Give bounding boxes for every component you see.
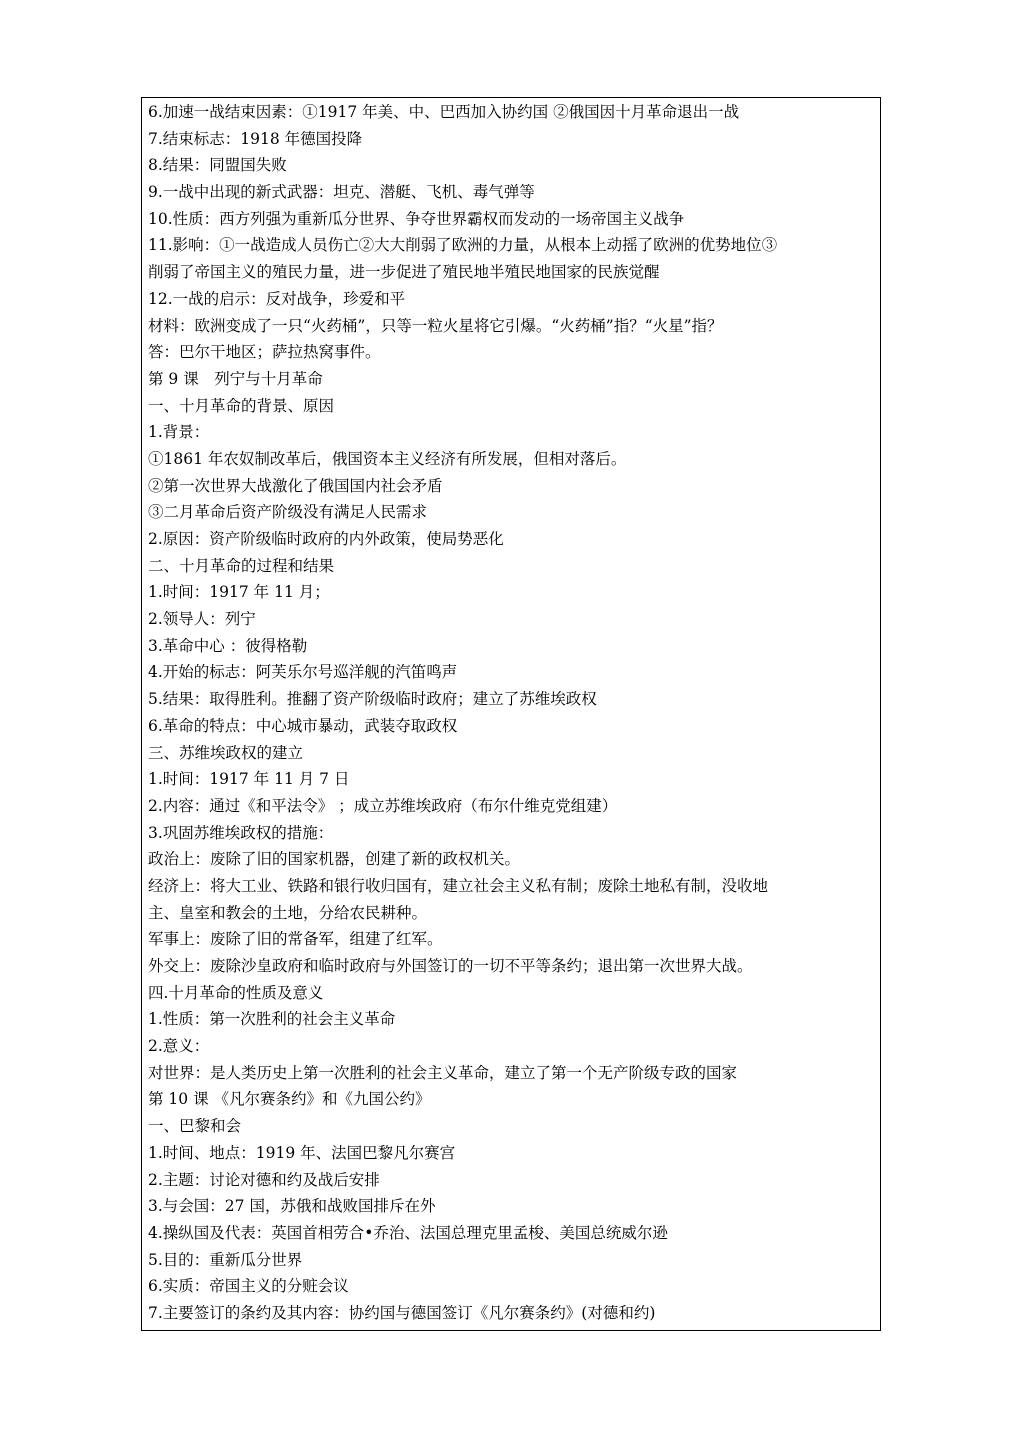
text-line: 10.性质：西方列强为重新瓜分世界、争夺世界霸权而发动的一场帝国主义战争	[148, 209, 685, 228]
text-line: 7.结束标志：1918 年德国投降	[148, 129, 363, 148]
text-line: 6.实质：帝国主义的分赃会议	[148, 1277, 349, 1296]
text-line: 3.与会国：27 国，苏俄和战败国排斥在外	[148, 1197, 436, 1216]
section-heading: 四.十月革命的性质及意义	[148, 983, 324, 1002]
text-line: 2.主题：讨论对德和约及战后安排	[148, 1170, 380, 1189]
section-heading: 一、巴黎和会	[148, 1117, 242, 1136]
text-line: 6.革命的特点：中心城市暴动，武装夺取政权	[148, 716, 458, 735]
section-heading: 二、十月革命的过程和结果	[148, 556, 335, 575]
text-line: 外交上：废除沙皇政府和临时政府与外国签订的一切不平等条约；退出第一次世界大战。	[148, 957, 753, 975]
section-heading: 一、十月革命的背景、原因	[148, 396, 335, 415]
text-line: 11.影响：①一战造成人员伤亡②大大削弱了欧洲的力量，从根本上动摇了欧洲的优势地位③	[148, 236, 778, 255]
text-line: 5.结果：取得胜利。推翻了资产阶级临时政府；建立了苏维埃政权	[148, 690, 597, 709]
section-heading: 三、苏维埃政权的建立	[148, 743, 304, 762]
text-line: 3.巩固苏维埃政权的措施：	[148, 823, 334, 842]
text-line: 1.背景：	[148, 423, 210, 442]
text-line: 1.时间、地点：1919 年、法国巴黎凡尔赛宫	[148, 1143, 456, 1162]
text-line: 材料：欧洲变成了一只“火药桶”，只等一粒火星将它引爆。“火药桶”指？“火星”指？	[148, 316, 723, 335]
lesson-heading: 第 9 课 列宁与十月革命	[148, 369, 323, 388]
lesson-heading: 第 10 课 《凡尔赛条约》和《九国公约》	[148, 1090, 431, 1109]
text-line: 答：巴尔干地区；萨拉热窝事件。	[148, 343, 381, 362]
text-line: 6.加速一战结束因素：①1917 年美、中、巴西加入协约国 ②俄国因十月革命退出一战	[148, 103, 740, 121]
text-line: 12.一战的启示：反对战争，珍爱和平	[148, 289, 406, 308]
text-line: 对世界：是人类历史上第一次胜利的社会主义革命，建立了第一个无产阶级专政的国家	[148, 1063, 738, 1082]
text-line: ②第一次世界大战激化了俄国国内社会矛盾	[148, 476, 443, 495]
text-line: 主、皇室和教会的土地，分给农民耕种。	[148, 903, 428, 922]
text-line: 8.结果：同盟国失败	[148, 156, 287, 175]
text-line: 政治上：废除了旧的国家机器，创建了新的政权机关。	[148, 850, 521, 869]
text-line: 4.操纵国及代表：英国首相劳合•乔治、法国总理克里孟梭、美国总统威尔逊	[148, 1223, 668, 1242]
text-line: 1.时间：1917 年 11 月；	[148, 583, 330, 602]
text-line: 1.性质：第一次胜利的社会主义革命	[148, 1010, 396, 1029]
document-body	[148, 99, 878, 1327]
text-line: 9.一战中出现的新式武器：坦克、潜艇、飞机、毒气弹等	[148, 183, 535, 202]
text-line: 5.目的：重新瓜分世界	[148, 1250, 303, 1269]
text-line: 3.革命中心 ：彼得格勒	[148, 636, 308, 655]
text-line: 2.意义：	[148, 1037, 210, 1056]
text-line: 7.主要签订的条约及其内容：协约国与德国签订《凡尔赛条约》(对德和约)	[148, 1303, 656, 1322]
text-line: 2.领导人：列宁	[148, 610, 256, 629]
text-line: 削弱了帝国主义的殖民力量，进一步促进了殖民地半殖民地国家的民族觉醒	[148, 263, 660, 282]
text-line: 2.内容：通过《和平法令》 ；成立苏维埃政府（布尔什维克党组建）	[148, 796, 618, 815]
text-line: ③二月革命后资产阶级没有满足人民需求	[148, 503, 428, 522]
text-line: 军事上：废除了旧的常备军，组建了红军。	[148, 930, 443, 949]
text-line: 4.开始的标志：阿芙乐尔号巡洋舰的汽笛鸣声	[148, 663, 458, 682]
text-line: 1.时间：1917 年 11 月 7 日	[148, 770, 350, 789]
text-line: 2.原因：资产阶级临时政府的内外政策，使局势恶化	[148, 530, 504, 548]
text-line: 经济上：将大工业、铁路和银行收归国有，建立社会主义私有制；废除土地私有制，没收地	[148, 876, 769, 895]
text-line: ①1861 年农奴制改革后，俄国资本主义经济有所发展，但相对落后。	[148, 449, 627, 468]
